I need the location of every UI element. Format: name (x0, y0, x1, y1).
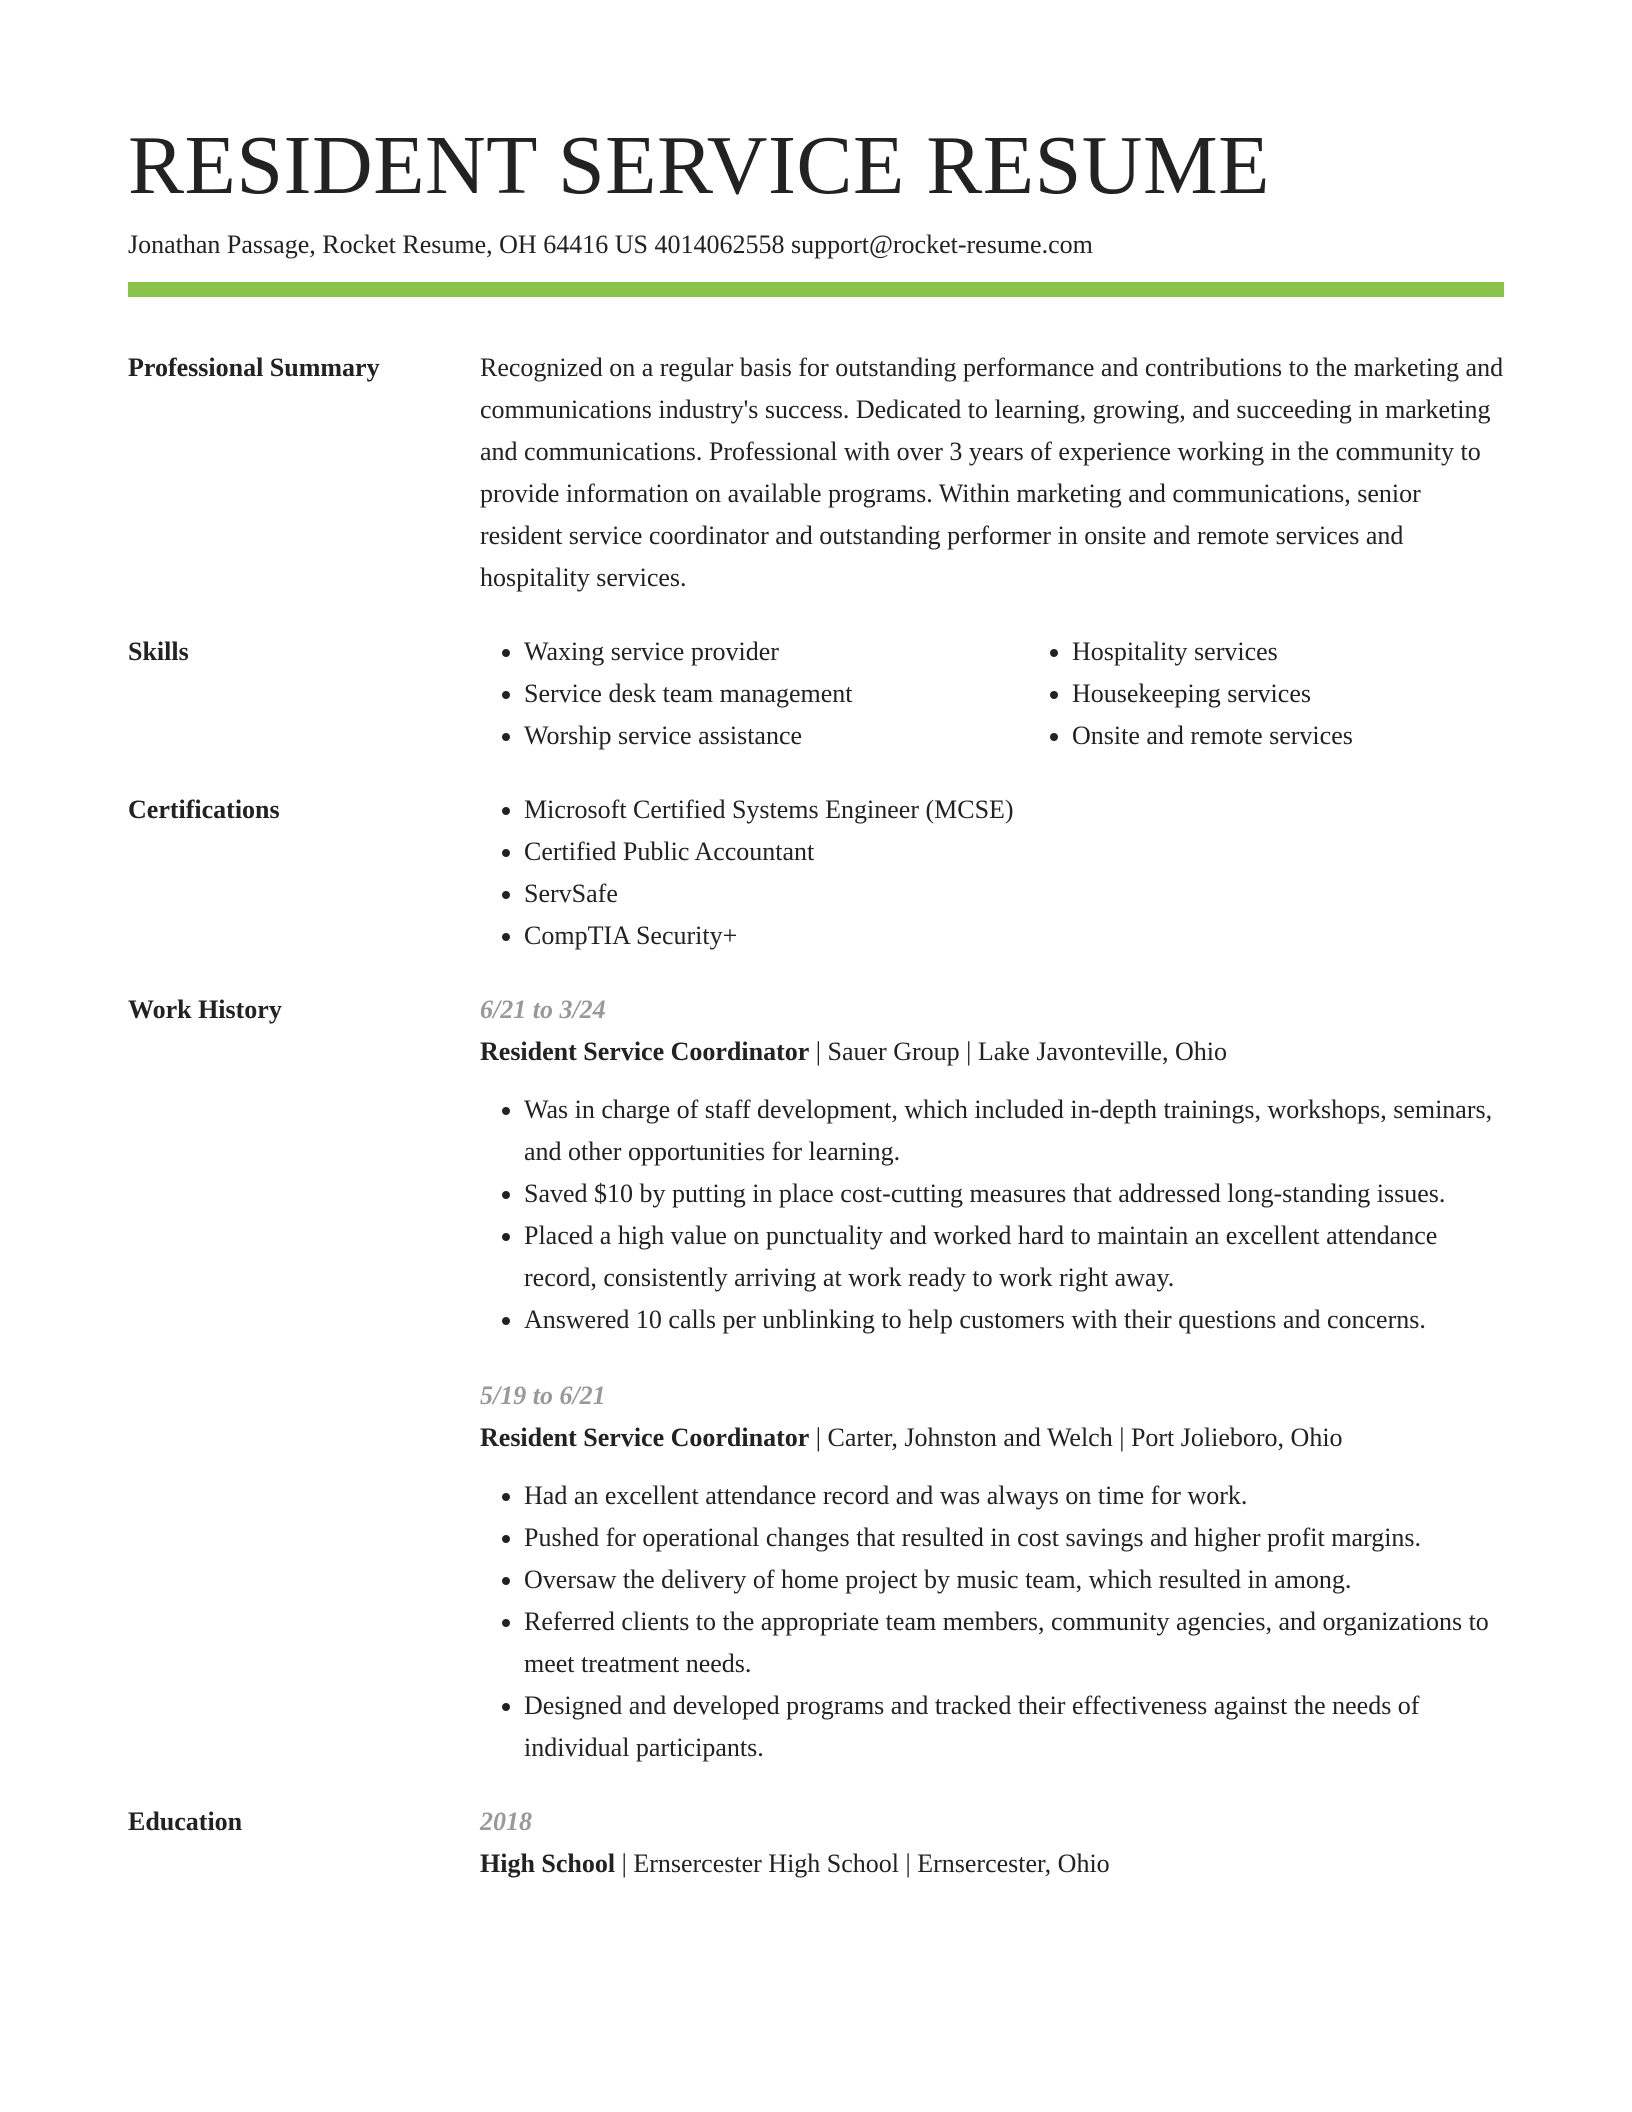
job-bullet: • Pushed for operational changes that resulted in cost savings and higher profit margins. (524, 1517, 1504, 1559)
education-year: 2018 (480, 1807, 532, 1837)
certification-item: • CompTIA Security+ (524, 915, 1504, 957)
education-location: | Ernsercester, Ohio (899, 1849, 1110, 1878)
job-entry (480, 989, 1504, 1341)
job-dates: 6/21 to 3/24 (480, 995, 606, 1025)
certifications-list (480, 789, 1504, 957)
job-title: Resident Service Coordinator (480, 1037, 810, 1067)
contact-name: Jonathan Passage, (128, 230, 316, 260)
contact-phone: 4014062558 (654, 230, 785, 260)
job-bullet: • Saved $10 by putting in place cost-cutting measures that addressed long-standing issues. (524, 1173, 1504, 1215)
job-bullets (480, 1089, 1504, 1341)
job-heading (480, 1031, 1504, 1073)
header-divider (128, 282, 1504, 297)
skill-item: • Waxing service provider (524, 631, 1028, 673)
skills-list-right (1028, 631, 1576, 757)
skills-section (128, 631, 1504, 757)
education-heading (480, 1843, 1504, 1885)
resume-title: RESIDENT SERVICE RESUME (128, 119, 1270, 212)
certification-item: • Certified Public Accountant (524, 831, 1504, 873)
education-label: Education (128, 1807, 243, 1837)
job-location: | Port Jolieboro, Ohio (1113, 1423, 1343, 1452)
job-entry (480, 1375, 1504, 1769)
job-location: | Lake Javonteville, Ohio (960, 1037, 1227, 1066)
job-dates: 5/19 to 6/21 (480, 1381, 606, 1411)
summary-label: Professional Summary (128, 353, 380, 383)
job-company: | Carter, Johnston and Welch (809, 1423, 1112, 1452)
job-bullets (480, 1475, 1504, 1769)
summary-section (128, 347, 1504, 599)
certifications-section (128, 789, 1504, 957)
job-bullet: • Oversaw the delivery of home project by music team, which resulted in among. (524, 1559, 1504, 1601)
work-history-label: Work History (128, 995, 282, 1025)
contact-line (128, 228, 1504, 262)
certification-item: • Microsoft Certified Systems Engineer (MCSE) (524, 789, 1504, 831)
education-degree: High School (480, 1849, 616, 1879)
job-bullet: • Designed and developed programs and tracked their effectiveness against the needs of individual participants. (524, 1685, 1504, 1769)
skill-item: • Onsite and remote services (1072, 715, 1576, 757)
skills-label: Skills (128, 637, 189, 667)
education-section (128, 1801, 1504, 1885)
certifications-label: Certifications (128, 795, 280, 825)
resume-page (128, 120, 1504, 1885)
job-bullet: • Was in charge of staff development, which included in-depth trainings, workshops, seminars, and other opportunities for learning. (524, 1089, 1504, 1173)
job-heading (480, 1417, 1504, 1459)
skill-item: • Worship service assistance (524, 715, 1028, 757)
work-history-section (128, 989, 1504, 1769)
summary-text: Recognized on a regular basis for outstanding performance and contributions to the marketing and communications industry's success. Dedicated to learning, growing, and succeeding in marketing and communications. Professional with over 3 years of experience working in the community to provide information on available programs. Within marketing and communications, senior resident service coordinator and outstanding performer in onsite and remote services and hospitality services. (480, 353, 1504, 593)
skill-item: • Hospitality services (1072, 631, 1576, 673)
job-bullet: • Had an excellent attendance record and was always on time for work. (524, 1475, 1504, 1517)
job-bullet: • Referred clients to the appropriate team members, community agencies, and organizations to meet treatment needs. (524, 1601, 1504, 1685)
job-title: Resident Service Coordinator (480, 1423, 810, 1453)
education-school: | Ernsercester High School (615, 1849, 899, 1878)
job-company: | Sauer Group (809, 1037, 959, 1066)
skill-item: • Service desk team management (524, 673, 1028, 715)
skills-list-left (480, 631, 1028, 757)
skill-item: • Housekeeping services (1072, 673, 1576, 715)
certification-item: • ServSafe (524, 873, 1504, 915)
job-bullet: • Answered 10 calls per unblinking to help customers with their questions and concerns. (524, 1299, 1504, 1341)
job-bullet: • Placed a high value on punctuality and worked hard to maintain an excellent attendance record, consistently arriving at work ready to work right away. (524, 1215, 1504, 1299)
contact-location: Rocket Resume, OH 64416 US (322, 230, 648, 260)
contact-email: support@rocket-resume.com (790, 230, 1093, 260)
